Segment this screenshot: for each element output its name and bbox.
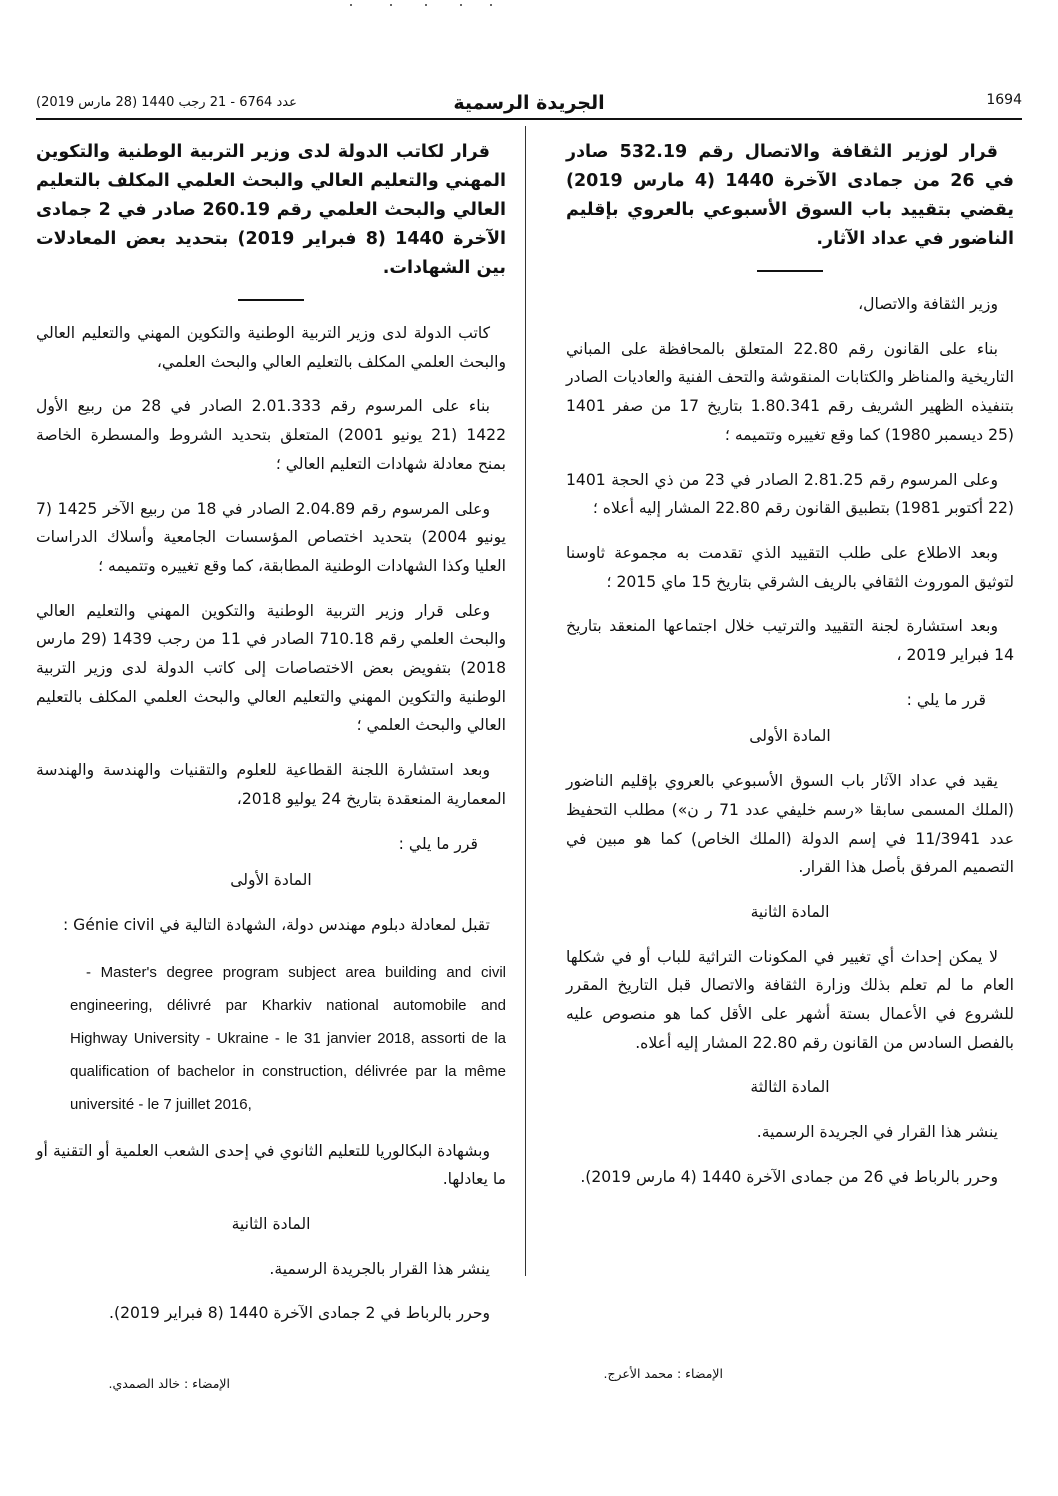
decides-line: قرر ما يلي :: [906, 690, 986, 709]
title-rule: [238, 299, 304, 301]
issuer-line: كاتب الدولة لدى وزير التربية الوطنية والتكوين المهني والتعليم العالي والبحث العلمي المكلف بالتعليم العالي والبحث العلمي،: [36, 324, 506, 371]
issue-info: عدد 6764 - 21 رجب 1440 (28 مارس 2019): [36, 95, 297, 110]
article-heading: المادة الأولى: [749, 727, 831, 746]
article-heading: المادة الثالثة: [750, 1078, 830, 1097]
recital-paragraph: وبعد استشارة لجنة التقييد والترتيب خلال اجتماعها المنعقد بتاريخ 14 فبراير 2019 ،: [566, 617, 1014, 665]
gazette-title: الجريدة الرسمية: [453, 92, 605, 114]
page-header: [36, 86, 1022, 120]
title-rule: [757, 270, 823, 272]
recital-paragraph: وعلى المرسوم رقم 2.04.89 الصادر في 18 من ربيع الآخر 1425 (7 يونيو 2004) بتحديد اختصاص المؤسسات الجامعية وأسلاك الدراسات العليا وكذا الشهادات الوطنية المطابقة، كما وقع تغييره وتتميمه ؛: [36, 499, 506, 575]
signature-left: الإمضاء : خالد الصمدي.: [108, 1376, 230, 1391]
article-heading: المادة الأولى: [230, 871, 312, 890]
recital-paragraph: بناء على القانون رقم 22.80 المتعلق بالمحافظة على المباني التاريخية والمناظر والكتابات المنقوشة والتحف الفنية والعاديات الصادر بتنفيذه الظهير الشريف رقم 1.80.341 بتاريخ 17 من صفر 1401 (25 ديسمبر 1980) كما وقع تغييره وتتميمه ؛: [566, 339, 1014, 444]
recital-paragraph: بناء على المرسوم رقم 2.01.333 الصادر في 28 من ربيع الأول 1422 (21 يونيو 2001) المتعلق بتحديد الشروط والمسطرة الخاصة بمنح معادلة شهادات التعليم العالي ؛: [36, 397, 506, 473]
recital-paragraph: وبعد استشارة اللجنة القطاعية للعلوم والتقنيات والهندسة والهندسة المعمارية المنعقدة بتاريخ 24 يوليو 2018،: [36, 761, 506, 808]
left-column: [36, 138, 506, 1344]
article-heading: المادة الثانية: [231, 1215, 311, 1234]
signature-right: الإمضاء : محمد الأعرج.: [603, 1366, 723, 1381]
closing-line: وحرر بالرباط في 26 من جمادى الآخرة 1440 (4 مارس 2019).: [580, 1167, 998, 1186]
recital-paragraph: وعلى المرسوم رقم 2.81.25 الصادر في 23 من ذي الحجة 1401 (22 أكتوبر 1981) بتطبيق القانون رقم 22.80 المشار إليه أعلاه ؛: [566, 470, 1014, 518]
article-text: ينشر هذا القرار في الجريدة الرسمية.: [756, 1123, 998, 1142]
article-heading: المادة الثانية: [750, 902, 830, 921]
recital-paragraph: وعلى قرار وزير التربية الوطنية والتكوين المهني والتعليم العالي والبحث العلمي رقم 710.18 الصادر في 11 من رجب 1439 (29 مارس 2018) بتفويض بعض الاختصاصات إلى كاتب الدولة لدى وزير التربية الوطنية والتكوين المهني والتعليم العالي والبحث العلمي المكلف بالتعليم العالي والبحث العلمي ؛: [36, 601, 507, 735]
right-column: [566, 138, 1014, 1208]
diploma-description: - Master's degree program subject area building and civil engineering, délivré par Kharkiv national automobile and Highway University - Ukraine - le 31 janvier 2018, assorti de la qualification of bachelor in construction, délivrée par la même université - le 7 juillet 2016,: [70, 963, 506, 1113]
decree-title: قرار لكاتب الدولة لدى وزير التربية الوطنية والتكوين المهني والتعليم العالي والبحث العلمي المكلف بالتعليم العالي والبحث العلمي رقم 260.19 صادر في 2 جمادى الآخرة 1440 (8 فبراير 2019) بتحديد بعض المعادلات بين الشهادات.: [36, 142, 507, 278]
decree-title: قرار لوزير الثقافة والاتصال رقم 532.19 صادر في 26 من جمادى الآخرة 1440 (4 مارس 2019) يقضي بتقييد باب السوق الأسبوعي بالعروي بإقليم الناضور في عداد الآثار.: [566, 142, 1015, 249]
recital-paragraph: وبعد الاطلاع على طلب التقييد الذي تقدمت به مجموعة ثاوسنا لتوثيق الموروث الثقافي بالريف الشرقي بتاريخ 15 ماي 2015 ؛: [566, 543, 1014, 591]
article-text: وبشهادة البكالوريا للتعليم الثانوي في إحدى الشعب العلمية أو التقنية أو ما يعادلها.: [36, 1141, 506, 1189]
closing-line: وحرر بالرباط في 2 جمادى الآخرة 1440 (8 فبراير 2019).: [109, 1304, 490, 1323]
article-text: تقبل لمعادلة دبلوم مهندس دولة، الشهادة التالية في Génie civil :: [62, 915, 490, 934]
article-text: يقيد في عداد الآثار باب السوق الأسبوعي بالعروي بإقليم الناضور (الملك المسمى سابقا «رسم خليفي عدد 71 ر ن») مطلب التحفيظ عدد 11/3941 في إسم الدولة (الملك الخاص) كما هو مبين في التصميم المرفق بأصل هذا القرار.: [566, 772, 1014, 877]
article-text: ينشر هذا القرار بالجريدة الرسمية.: [269, 1259, 490, 1278]
page-number: 1694: [986, 92, 1022, 108]
column-divider: [525, 126, 526, 1276]
scan-marks: [330, 0, 530, 14]
decides-line: قرر ما يلي :: [398, 834, 478, 853]
article-text: لا يمكن إحداث أي تغيير في المكونات التراثية للباب أو في شكلها العام ما لم تعلم بذلك وزارة الثقافة والاتصال قبل التاريخ المقرر للشروع في الأعمال بستة أشهر على الأقل كما هو منصوص عليه بالفصل السادس من القانون رقم 22.80 المشار إليه أعلاه.: [566, 947, 1014, 1052]
issuer-line: وزير الثقافة والاتصال،: [858, 295, 998, 313]
